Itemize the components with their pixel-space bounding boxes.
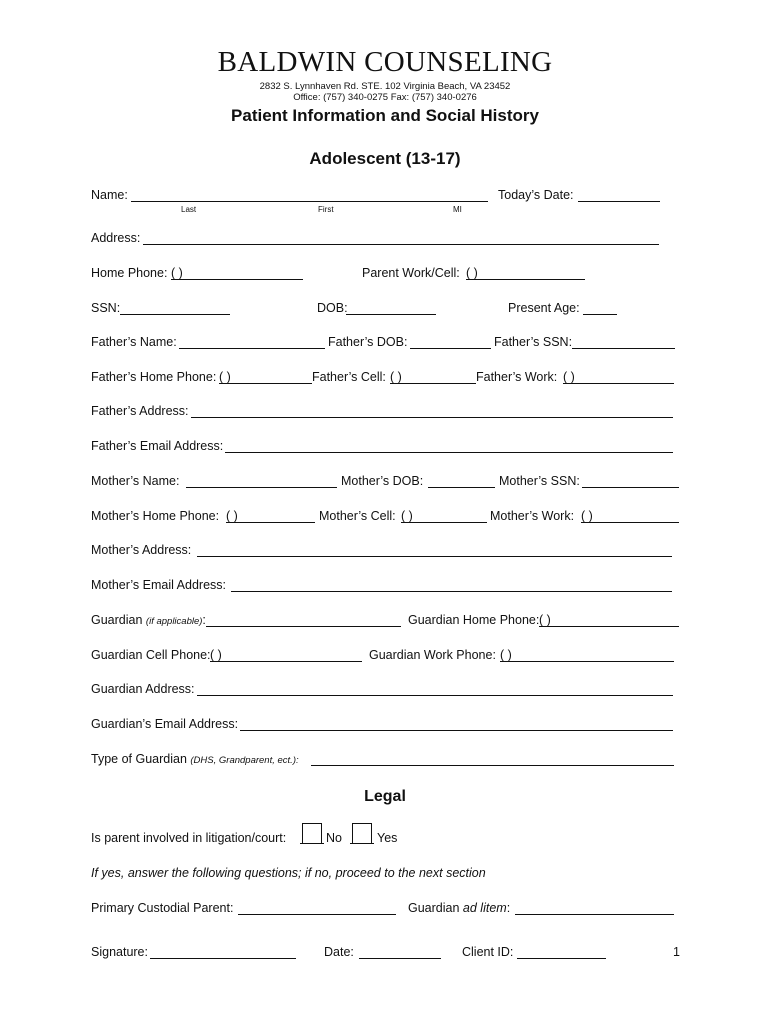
fathers-dob-label: Father’s DOB: (328, 335, 408, 349)
type-of-guardian-field[interactable] (311, 765, 674, 766)
fathers-name-label: Father’s Name: (91, 335, 177, 349)
primary-custodial-parent-field[interactable] (238, 914, 396, 915)
fathers-work-label: Father’s Work: (476, 370, 558, 384)
fathers-home-phone-area-code: ( ) (219, 370, 231, 384)
guardian-work-phone-field[interactable] (500, 661, 674, 662)
mothers-cell-label: Mother’s Cell: (319, 509, 396, 523)
mothers-name-label: Mother’s Name: (91, 474, 180, 488)
page-number: 1 (673, 945, 680, 959)
name-field[interactable] (131, 201, 488, 202)
guardian-label-text: Guardian (91, 613, 143, 627)
litigation-question: Is parent involved in litigation/court: (91, 831, 287, 845)
fathers-name-field[interactable] (179, 348, 325, 349)
present-age-label: Present Age: (508, 301, 580, 315)
guardian-address-label: Guardian Address: (91, 682, 195, 696)
mothers-email-field[interactable] (231, 591, 672, 592)
fathers-home-phone-field[interactable] (219, 383, 312, 384)
mothers-ssn-label: Mother’s SSN: (499, 474, 580, 488)
guardian-ad-litem-suffix: : (506, 901, 511, 915)
fathers-address-field[interactable] (191, 417, 673, 418)
mothers-home-phone-field[interactable] (226, 522, 315, 523)
legal-heading: Legal (364, 788, 406, 805)
address-label: Address: (91, 231, 141, 245)
type-of-guardian-text: Type of Guardian (91, 752, 187, 766)
ssn-label: SSN: (91, 301, 121, 315)
litigation-yes-underline (350, 843, 374, 844)
mothers-dob-field[interactable] (428, 487, 495, 488)
fathers-address-label: Father’s Address: (91, 404, 189, 418)
organization-address: 2832 S. Lynnhaven Rd. STE. 102 Virginia Beach, VA 23452 (259, 81, 511, 92)
mothers-ssn-field[interactable] (582, 487, 679, 488)
guardian-ad-litem-label (408, 901, 510, 915)
parent-work-cell-area-code: ( ) (466, 266, 478, 280)
mothers-work-label: Mother’s Work: (490, 509, 575, 523)
guardian-cell-phone-label: Guardian Cell Phone: (91, 648, 211, 662)
dob-field[interactable] (346, 314, 436, 315)
todays-date-label: Today’s Date: (498, 188, 574, 202)
signature-field[interactable] (150, 958, 296, 959)
name-label: Name: (91, 188, 128, 202)
name-sub-mi: MI (453, 205, 462, 214)
mothers-address-field[interactable] (197, 556, 672, 557)
guardian-cell-phone-field[interactable] (210, 661, 362, 662)
organization-contact: Office: (757) 340-0275 Fax: (757) 340-0276 (293, 92, 477, 103)
home-phone-label: Home Phone: (91, 266, 168, 280)
todays-date-field[interactable] (578, 201, 660, 202)
guardian-home-phone-field[interactable] (539, 626, 679, 627)
guardian-ad-litem-italic: ad litem (462, 901, 507, 915)
mothers-home-phone-area-code: ( ) (226, 509, 238, 523)
legal-instruction: If yes, answer the following questions; if no, proceed to the next section (91, 866, 486, 880)
guardian-home-phone-area-code: ( ) (539, 613, 551, 627)
mothers-address-label: Mother’s Address: (91, 543, 192, 557)
signature-label: Signature: (91, 945, 148, 959)
guardians-email-label: Guardian’s Email Address: (91, 717, 239, 731)
home-phone-area-code: ( ) (171, 266, 183, 280)
guardian-work-phone-label: Guardian Work Phone: (369, 648, 496, 662)
mothers-cell-area-code: ( ) (401, 509, 413, 523)
fathers-ssn-label: Father’s SSN: (494, 335, 573, 349)
litigation-no-checkbox[interactable] (302, 823, 322, 844)
parent-work-cell-label: Parent Work/Cell: (362, 266, 460, 280)
mothers-home-phone-label: Mother’s Home Phone: (91, 509, 220, 523)
fathers-dob-field[interactable] (410, 348, 491, 349)
organization-name: BALDWIN COUNSELING (217, 46, 553, 78)
client-id-field[interactable] (517, 958, 606, 959)
guardian-home-phone-label: Guardian Home Phone: (408, 613, 540, 627)
mothers-name-field[interactable] (186, 487, 337, 488)
litigation-yes-label: Yes (377, 831, 398, 845)
fathers-work-field[interactable] (563, 383, 674, 384)
fathers-email-label: Father’s Email Address: (91, 439, 224, 453)
mothers-work-field[interactable] (581, 522, 679, 523)
mothers-work-area-code: ( ) (581, 509, 593, 523)
fathers-cell-label: Father’s Cell: (312, 370, 386, 384)
mothers-email-label: Mother’s Email Address: (91, 578, 227, 592)
name-sub-last: Last (181, 205, 197, 214)
mothers-cell-field[interactable] (401, 522, 487, 523)
fathers-email-field[interactable] (225, 452, 673, 453)
guardian-work-phone-area-code: ( ) (500, 648, 512, 662)
fathers-ssn-field[interactable] (572, 348, 675, 349)
client-id-label: Client ID: (462, 945, 514, 959)
litigation-no-underline (300, 843, 324, 844)
fathers-home-phone-label: Father’s Home Phone: (91, 370, 217, 384)
fathers-cell-area-code: ( ) (390, 370, 402, 384)
footer-date-label: Date: (324, 945, 354, 959)
guardian-note: (if applicable) (145, 616, 203, 627)
fathers-work-area-code: ( ) (563, 370, 575, 384)
litigation-no-label: No (326, 831, 342, 845)
primary-custodial-parent-label: Primary Custodial Parent: (91, 901, 234, 915)
ssn-field[interactable] (120, 314, 230, 315)
guardian-ad-litem-field[interactable] (515, 914, 674, 915)
type-of-guardian-note: (DHS, Grandparent, ect.): (190, 755, 299, 766)
litigation-yes-checkbox[interactable] (352, 823, 372, 844)
guardian-field[interactable] (206, 626, 401, 627)
mothers-dob-label: Mother’s DOB: (341, 474, 424, 488)
form-title: Patient Information and Social History (231, 106, 539, 125)
present-age-field[interactable] (583, 314, 617, 315)
guardian-ad-litem-prefix: Guardian (408, 901, 460, 915)
guardian-address-field[interactable] (197, 695, 673, 696)
guardian-cell-phone-area-code: ( ) (210, 648, 222, 662)
footer-date-field[interactable] (359, 958, 441, 959)
parent-work-cell-field[interactable] (466, 279, 585, 280)
form-subtitle: Adolescent (13-17) (309, 149, 461, 168)
fathers-cell-field[interactable] (390, 383, 476, 384)
dob-label: DOB: (317, 301, 348, 315)
name-sub-first: First (318, 205, 334, 214)
home-phone-field[interactable] (171, 279, 303, 280)
type-of-guardian-label (91, 752, 299, 766)
address-field[interactable] (143, 244, 659, 245)
guardian-label: Guardian (if applicable): (91, 613, 206, 627)
guardians-email-field[interactable] (240, 730, 673, 731)
